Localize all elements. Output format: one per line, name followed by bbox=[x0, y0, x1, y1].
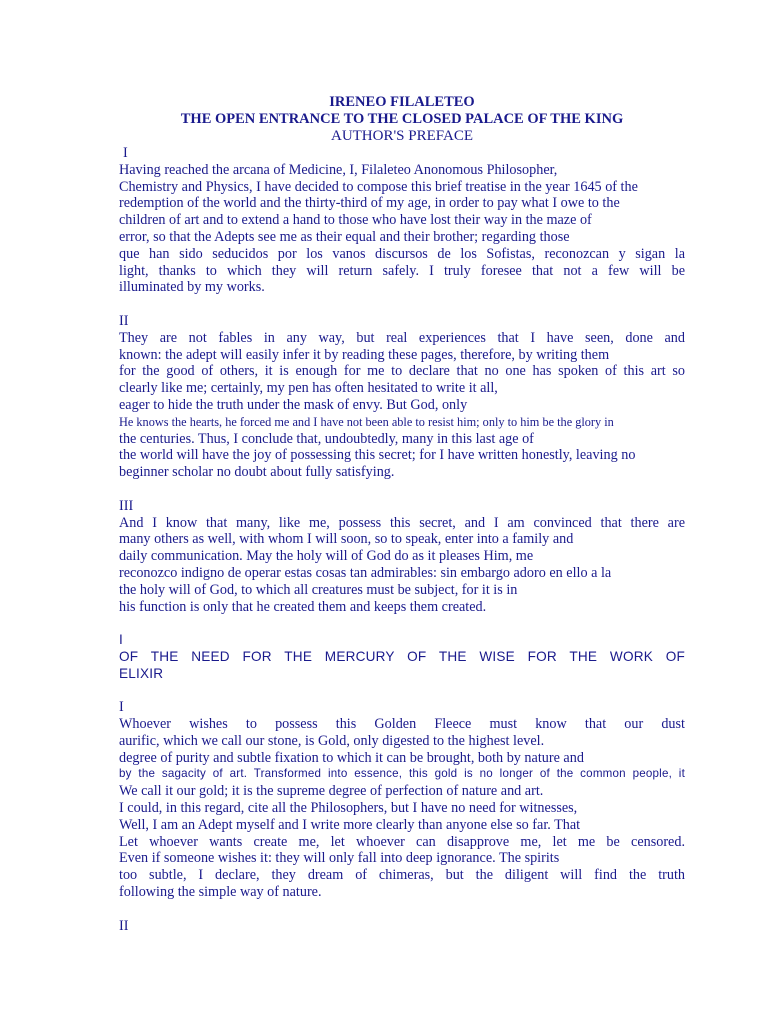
chapter-title: OF THE NEED FOR THE MERCURY OF THE WISE FOR THE WORK OF bbox=[119, 648, 685, 664]
paragraph-line: following the simple way of nature. bbox=[119, 884, 322, 901]
paragraph-line: Whoever wishes to possess this Golden Fleece must know that our dust bbox=[119, 716, 685, 733]
section-number: II bbox=[119, 312, 129, 329]
paragraph-line: error, so that the Adepts see me as their equal and their brother; regarding those bbox=[119, 228, 570, 245]
paragraph-line: many others as well, with whom I will soon, so to speak, enter into a family and bbox=[119, 531, 574, 548]
paragraph-line: degree of purity and subtle fixation to which it can be brought, both by nature and bbox=[119, 749, 584, 766]
paragraph-gap bbox=[119, 615, 685, 632]
paragraph-line: Even if someone wishes it: they will only fall into deep ignorance. The spirits bbox=[119, 850, 560, 867]
paragraph-line: light, thanks to which they will return safely. I truly foresee that not a few will be bbox=[119, 262, 685, 279]
paragraph-line: illuminated by my works. bbox=[119, 279, 265, 296]
paragraph-line: reconozco indigno de operar estas cosas tan admirables: sin embargo adoro en ello a la bbox=[119, 564, 612, 581]
paragraph-line: I could, in this regard, cite all the Philosophers, but I have no need for witnesses, bbox=[119, 800, 578, 817]
author-name: IRENEO FILALETEO bbox=[329, 94, 475, 110]
paragraph-line: eager to hide the truth under the mask of envy. But God, only bbox=[119, 396, 468, 413]
paragraph-line: children of art and to extend a hand to those who have lost their way in the maze of bbox=[119, 212, 592, 229]
paragraph-line: redemption of the world and the thirty-third of my age, in order to pay what I owe to the bbox=[119, 195, 620, 212]
paragraph-line: the holy will of God, to which all creatures must be subject, for it is in bbox=[119, 581, 518, 598]
paragraph-gap bbox=[119, 901, 685, 918]
paragraph-line: Let whoever wants create me, let whoever can disapprove me, let me be censored. bbox=[119, 833, 685, 850]
book-title: THE OPEN ENTRANCE TO THE CLOSED PALACE OF THE KING bbox=[180, 111, 624, 127]
paragraph-line: beginner scholar no doubt about fully satisfying. bbox=[119, 464, 395, 481]
paragraph-line: the centuries. Thus, I conclude that, undoubtedly, many in this last age of bbox=[119, 430, 534, 447]
paragraph-line: And I know that many, like me, possess this secret, and I am convinced that there are bbox=[119, 514, 685, 531]
paragraph-line: the world will have the joy of possessing this secret; for I have written honestly, leaving no bbox=[119, 447, 636, 464]
paragraph-line: known: the adept will easily infer it by reading these pages, therefore, by writing them bbox=[119, 346, 610, 363]
paragraph-gap bbox=[119, 481, 685, 498]
paragraph-line: his function is only that he created them and keeps them created. bbox=[119, 598, 487, 615]
document-page bbox=[119, 94, 685, 934]
paragraph-line: He knows the hearts, he forced me and I have not been able to resist him; only to him be the glory in bbox=[119, 414, 614, 429]
paragraph-line: They are not fables in any way, but real experiences that I have seen, done and bbox=[119, 329, 685, 346]
section-number: I bbox=[123, 145, 128, 161]
paragraph-line: for the good of others, it is enough for me to declare that no one has spoken of this art so bbox=[119, 363, 685, 380]
paragraph-line: aurific, which we call our stone, is Gold, only digested to the highest level. bbox=[119, 732, 545, 749]
section-number: III bbox=[119, 497, 134, 514]
paragraph-gap bbox=[119, 683, 685, 700]
paragraph-line: Having reached the arcana of Medicine, I, Filaleteo Anonomous Philosopher, bbox=[119, 161, 558, 178]
section-number: II bbox=[119, 917, 129, 934]
paragraph-line: We call it our gold; it is the supreme degree of perfection of nature and art. bbox=[119, 783, 544, 800]
paragraph-line: daily communication. May the holy will of God do as it pleases Him, me bbox=[119, 548, 534, 565]
section-number: I bbox=[119, 699, 124, 716]
chapter-title-continued: ELIXIR bbox=[119, 665, 164, 681]
paragraph-line: too subtle, I declare, they dream of chimeras, but the diligent will find the truth bbox=[119, 867, 685, 884]
chapter-number: I bbox=[119, 632, 123, 648]
preface-heading: AUTHOR'S PREFACE bbox=[330, 128, 474, 144]
paragraph-line: Chemistry and Physics, I have decided to compose this brief treatise in the year 1645 of the bbox=[119, 178, 638, 195]
paragraph-line: by the sagacity of art. Transformed into essence, this gold is no longer of the common people, it bbox=[119, 767, 685, 781]
paragraph-line: que han sido seducidos por los vanos discursos de los Sofistas, reconozcan y sigan la bbox=[119, 245, 685, 262]
paragraph-line: Well, I am an Adept myself and I write more clearly than anyone else so far. That bbox=[119, 816, 581, 833]
paragraph-line: clearly like me; certainly, my pen has often hesitated to write it all, bbox=[119, 380, 498, 397]
paragraph-gap bbox=[119, 296, 685, 313]
